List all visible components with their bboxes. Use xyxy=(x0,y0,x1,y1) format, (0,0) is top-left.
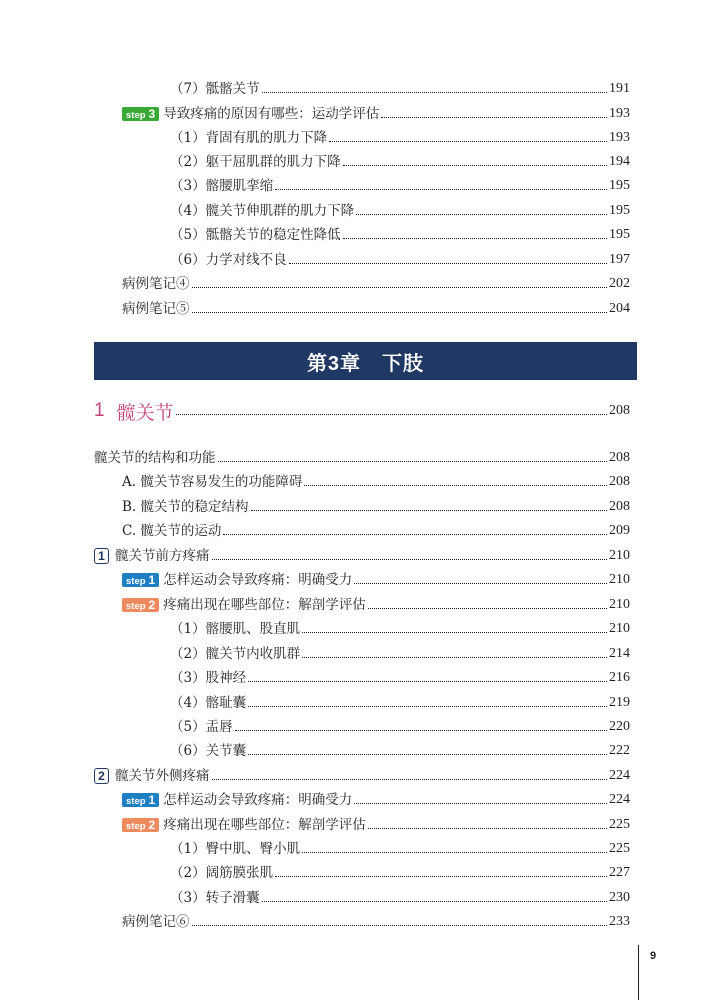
toc-page: 225 xyxy=(609,841,630,856)
toc-title: 怎样运动会导致疼痛：明确受力 xyxy=(163,792,353,808)
toc-row[interactable] xyxy=(170,175,630,197)
toc-page: 193 xyxy=(609,106,630,121)
toc-row[interactable] xyxy=(170,716,630,738)
footer-rule xyxy=(638,945,639,1000)
dot-leader xyxy=(223,534,607,535)
toc-page: 227 xyxy=(609,865,630,880)
toc-row-step[interactable] xyxy=(122,569,630,591)
toc-row[interactable] xyxy=(170,887,630,909)
toc-title: 病例笔记⑤ xyxy=(122,301,190,317)
toc-title: 病例笔记④ xyxy=(122,276,190,292)
toc-page: 219 xyxy=(609,695,630,710)
toc-title: （3）转子滑囊 xyxy=(170,890,260,906)
toc-row[interactable] xyxy=(170,224,630,246)
toc-row[interactable] xyxy=(170,249,630,271)
toc-page: 210 xyxy=(609,572,630,587)
toc-title: （1）髂腰肌、股直肌 xyxy=(170,621,301,637)
toc-page: 216 xyxy=(609,670,630,685)
toc-page: 191 xyxy=(609,81,630,96)
toc-title: （2）阔筋膜张肌 xyxy=(170,865,274,881)
toc-page: 214 xyxy=(609,646,630,661)
toc-page: 204 xyxy=(609,301,630,316)
toc-row[interactable] xyxy=(170,643,630,665)
dot-leader xyxy=(356,214,607,215)
dot-leader xyxy=(343,165,607,166)
toc-page: 193 xyxy=(609,130,630,145)
toc-title: （2）躯干屈肌群的肌力下降 xyxy=(170,154,341,170)
toc-page: 208 xyxy=(609,499,630,514)
toc-page: 208 xyxy=(609,474,630,489)
toc-row-step[interactable] xyxy=(122,103,630,125)
toc-title: 髋关节外侧疼痛 xyxy=(115,768,210,784)
toc-page: 202 xyxy=(609,276,630,291)
toc-page: 224 xyxy=(609,792,630,807)
dot-leader xyxy=(275,876,607,877)
toc-title: （4）髋关节伸肌群的肌力下降 xyxy=(170,203,355,219)
toc-page: 208 xyxy=(609,450,630,465)
toc-page: 195 xyxy=(609,227,630,242)
step-badge: step 1 xyxy=(122,573,159,587)
dot-leader xyxy=(212,779,608,780)
toc-row-boxed[interactable] xyxy=(94,545,630,567)
dot-leader xyxy=(381,117,607,118)
section-number: 1 xyxy=(94,400,105,421)
step-badge: step 2 xyxy=(122,598,159,612)
dot-leader xyxy=(368,828,607,829)
toc-page: 222 xyxy=(609,743,630,758)
toc-title: 疼痛出现在哪些部位：解剖学评估 xyxy=(163,817,366,833)
dot-leader xyxy=(354,583,607,584)
toc-row[interactable] xyxy=(170,667,630,689)
toc-title: （7）骶髂关节 xyxy=(170,81,260,97)
number-box: 1 xyxy=(94,548,109,564)
toc-row[interactable] xyxy=(122,496,630,518)
dot-leader xyxy=(302,657,607,658)
toc-title: （1）臀中肌、臀小肌 xyxy=(170,841,301,857)
dot-leader xyxy=(329,141,607,142)
toc-row[interactable] xyxy=(122,298,630,320)
toc-title: B. 髋关节的稳定结构 xyxy=(122,499,249,515)
toc-page: 220 xyxy=(609,719,630,734)
toc-row-step[interactable] xyxy=(122,789,630,811)
section-page: 208 xyxy=(609,403,630,418)
toc-page: 210 xyxy=(609,548,630,563)
toc-title: 髋关节的结构和功能 xyxy=(94,450,216,466)
toc-title: 导致疼痛的原因有哪些：运动学评估 xyxy=(163,106,380,122)
toc-title: （3）股神经 xyxy=(170,670,247,686)
toc-title: （3）髂腰肌挛缩 xyxy=(170,178,274,194)
dot-leader xyxy=(251,510,607,511)
toc-title: （4）髂耻囊 xyxy=(170,695,247,711)
toc-row[interactable] xyxy=(170,692,630,714)
toc-row-step[interactable] xyxy=(122,594,630,616)
toc-row[interactable] xyxy=(122,273,630,295)
dot-leader xyxy=(248,706,607,707)
toc-title: 疼痛出现在哪些部位：解剖学评估 xyxy=(163,597,366,613)
chapter-title: 第3章 下肢 xyxy=(306,352,425,375)
toc-page: 195 xyxy=(609,178,630,193)
toc-row[interactable] xyxy=(170,151,630,173)
toc-row-step[interactable] xyxy=(122,814,630,836)
dot-leader xyxy=(262,92,607,93)
toc-page: 230 xyxy=(609,890,630,905)
toc-title: （5）骶髂关节的稳定性降低 xyxy=(170,227,341,243)
toc-row[interactable] xyxy=(94,447,630,469)
toc-page: 224 xyxy=(609,768,630,783)
toc-page: 210 xyxy=(609,597,630,612)
toc-title: （6）力学对线不良 xyxy=(170,252,287,268)
toc-title: （5）盂唇 xyxy=(170,719,233,735)
step-badge: step 3 xyxy=(122,107,159,121)
toc-title: 髋关节前方疼痛 xyxy=(115,548,210,564)
dot-leader xyxy=(354,803,607,804)
dot-leader xyxy=(176,414,607,415)
step-badge: step 2 xyxy=(122,818,159,832)
toc-row-boxed[interactable] xyxy=(94,765,630,787)
toc-page: 210 xyxy=(609,621,630,636)
dot-leader xyxy=(218,461,608,462)
toc-row[interactable] xyxy=(170,862,630,884)
toc-page: 225 xyxy=(609,817,630,832)
dot-leader xyxy=(343,238,607,239)
dot-leader xyxy=(248,754,607,755)
toc-row[interactable] xyxy=(122,471,630,493)
toc-title: C. 髋关节的运动 xyxy=(122,523,222,539)
dot-leader xyxy=(304,485,607,486)
toc-title: （1）背固有肌的肌力下降 xyxy=(170,130,328,146)
toc-row[interactable] xyxy=(170,618,630,640)
toc-title: （2）髋关节内收肌群 xyxy=(170,646,301,662)
section-heading-row[interactable] xyxy=(94,398,630,424)
toc-page: 197 xyxy=(609,252,630,267)
toc-row[interactable] xyxy=(170,78,630,100)
dot-leader xyxy=(302,632,607,633)
toc-title: 病例笔记⑥ xyxy=(122,914,190,930)
toc-title: 怎样运动会导致疼痛：明确受力 xyxy=(163,572,353,588)
toc-title: （6）关节囊 xyxy=(170,743,247,759)
dot-leader xyxy=(302,852,607,853)
number-box: 2 xyxy=(94,768,109,784)
dot-leader xyxy=(275,189,607,190)
toc-page: 209 xyxy=(609,523,630,538)
toc-row[interactable] xyxy=(122,911,630,933)
dot-leader xyxy=(192,312,608,313)
dot-leader xyxy=(248,681,607,682)
dot-leader xyxy=(235,730,607,731)
toc-page: 233 xyxy=(609,914,630,929)
toc-page: 194 xyxy=(609,154,630,169)
step-badge: step 1 xyxy=(122,793,159,807)
section-title: 髋关节 xyxy=(116,402,174,424)
toc-row[interactable] xyxy=(170,127,630,149)
dot-leader xyxy=(262,901,607,902)
toc-row[interactable] xyxy=(170,740,630,762)
toc-row[interactable] xyxy=(170,200,630,222)
chapter-heading-bar xyxy=(94,342,637,380)
toc-page: 195 xyxy=(609,203,630,218)
dot-leader xyxy=(212,559,608,560)
dot-leader xyxy=(192,925,608,926)
page-number: 9 xyxy=(650,950,657,962)
dot-leader xyxy=(368,608,607,609)
dot-leader xyxy=(289,263,607,264)
toc-row[interactable] xyxy=(122,520,630,542)
toc-row[interactable] xyxy=(170,838,630,860)
toc-title: A. 髋关节容易发生的功能障碍 xyxy=(122,474,303,490)
dot-leader xyxy=(192,287,608,288)
